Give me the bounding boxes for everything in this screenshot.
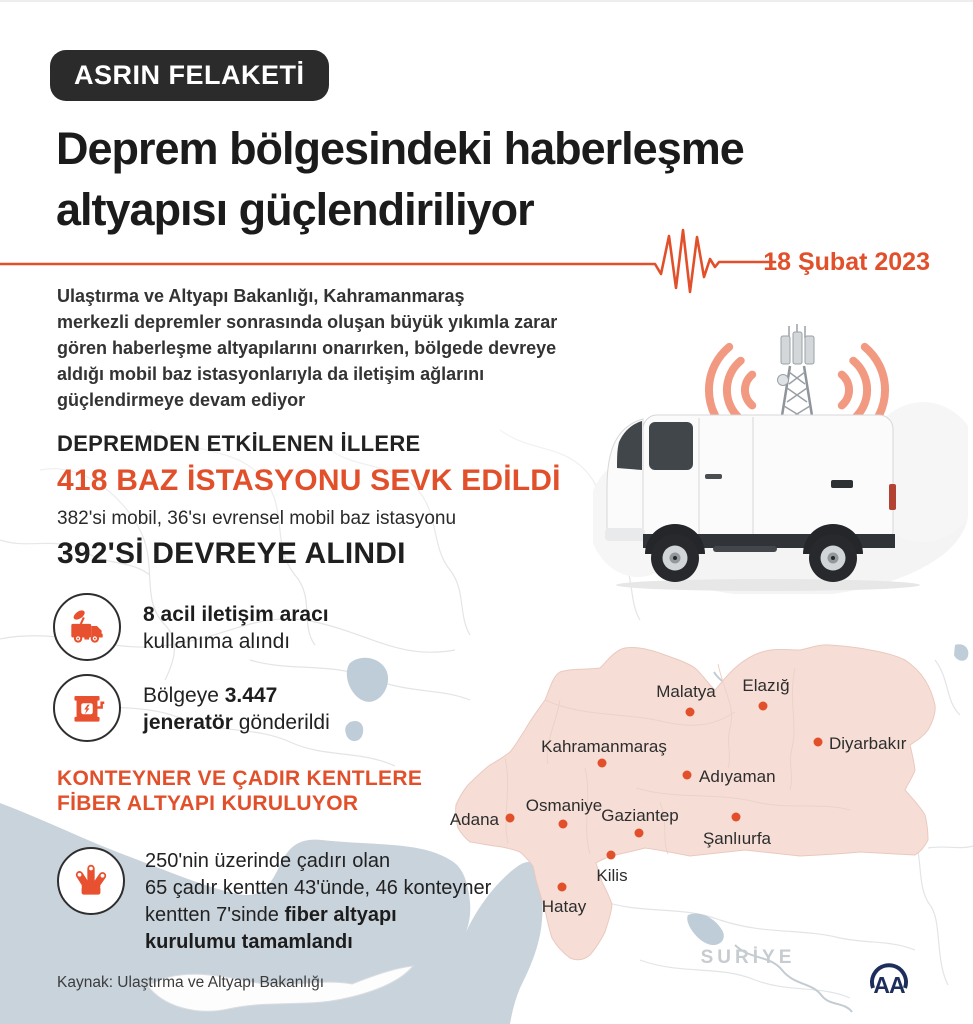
fact-vehicle-bold: 8 acil iletişim aracı <box>143 603 329 626</box>
intro-line: merkezli depremler sonrasında oluşan büyük yıkımla zarar <box>57 312 558 332</box>
map-label-suriye: SURİYE <box>700 947 796 968</box>
intro-line: güçlendirmeye devam ediyor <box>57 390 306 410</box>
fiber-cable-icon <box>68 858 114 904</box>
intro-line: gören haberleşme altyapılarını onarırken, bölgede devreye <box>57 338 557 358</box>
city-label: Adana <box>449 810 499 829</box>
fiber-line4-bold: kurulumu tamamlandı <box>145 931 353 953</box>
city-label: Kilis <box>596 866 628 885</box>
fiber-line3-normal: kentten 7'sinde <box>145 904 285 926</box>
fact-generator-normal2: gönderildi <box>232 711 330 734</box>
fact-vehicle-normal: kullanıma alındı <box>143 630 291 653</box>
intro-line: Ulaştırma ve Altyapı Bakanlığı, Kahramanmaraş <box>57 286 465 306</box>
fact-generator-text <box>143 682 330 736</box>
city-dot <box>598 759 607 768</box>
city-dot <box>559 820 568 829</box>
stats-highlight: 418 BAZ İSTASYONU SEVK EDİLDİ <box>57 464 561 497</box>
city-label: Hatay <box>541 897 587 916</box>
category-badge: ASRIN FELAKETİ <box>50 50 329 101</box>
date-label: 18 Şubat 2023 <box>763 248 930 276</box>
page-title <box>56 118 916 240</box>
fiber-heading-line1: KONTEYNER VE ÇADIR KENTLERE <box>57 767 423 790</box>
fact-generator-bold1: 3.447 <box>224 684 278 707</box>
fact-circle-generator <box>53 674 121 742</box>
city-dot <box>635 829 644 838</box>
city-label: Şanlıurfa <box>702 829 772 848</box>
fiber-heading <box>57 766 422 816</box>
city-label: Kahramanmaraş <box>541 737 667 756</box>
generator-icon <box>64 685 110 731</box>
city-dot <box>732 813 741 822</box>
city-label: Elazığ <box>742 676 790 695</box>
fact-generator-bold2: jeneratör <box>143 711 233 734</box>
city-dot <box>759 702 768 711</box>
city-dot <box>506 814 515 823</box>
base-station-van-illustration <box>593 322 968 594</box>
city-label: Malatya <box>656 682 716 701</box>
title-line-2: altyapısı güçlendiriliyor <box>56 184 534 235</box>
fact-vehicle-text <box>143 601 329 655</box>
fact-generator-normal1: Bölgeye <box>143 684 225 707</box>
base-station-stats <box>57 431 617 571</box>
intro-line: aldığı mobil baz istasyonlarıyla da iletişim ağlarını <box>57 364 485 384</box>
stats-detail: 382'si mobil, 36'sı evrensel mobil baz istasyonu <box>57 508 457 529</box>
city-dot <box>558 883 567 892</box>
title-line-1: Deprem bölgesindeki haberleşme <box>56 123 744 174</box>
city-dot <box>683 771 692 780</box>
cell-tower-icon <box>778 324 815 422</box>
fiber-line2: 65 çadır kentten 43'ünde, 46 konteyner <box>145 877 492 899</box>
city-label: Osmaniye <box>525 796 603 815</box>
top-border-line <box>0 0 973 2</box>
fact-fiber-text <box>145 848 491 956</box>
city-dot <box>607 851 616 860</box>
fiber-line1: 250'nin üzerinde çadırı olan <box>145 850 391 872</box>
city-dot <box>814 738 823 747</box>
aa-logo-text: AA <box>873 972 905 998</box>
stats-heading: DEPREMDEN ETKİLENEN İLLERE <box>57 431 421 456</box>
source-credit: Kaynak: Ulaştırma ve Altyapı Bakanlığı <box>57 974 325 991</box>
fiber-line3-bold: fiber altyapı <box>284 904 397 926</box>
city-label: Gaziantep <box>601 806 679 825</box>
stats-result: 392'Sİ DEVREYE ALINDI <box>57 537 406 570</box>
fact-circle-fiber <box>57 847 125 915</box>
city-label: Adıyaman <box>699 767 776 786</box>
city-dot <box>686 708 695 717</box>
emergency-vehicle-icon <box>64 604 110 650</box>
intro-paragraph <box>57 283 617 413</box>
fact-circle-vehicle <box>53 593 121 661</box>
aa-agency-logo <box>866 956 912 1002</box>
fiber-heading-line2: FİBER ALTYAPI KURULUYOR <box>57 792 359 815</box>
city-label: Diyarbakır <box>829 734 907 753</box>
